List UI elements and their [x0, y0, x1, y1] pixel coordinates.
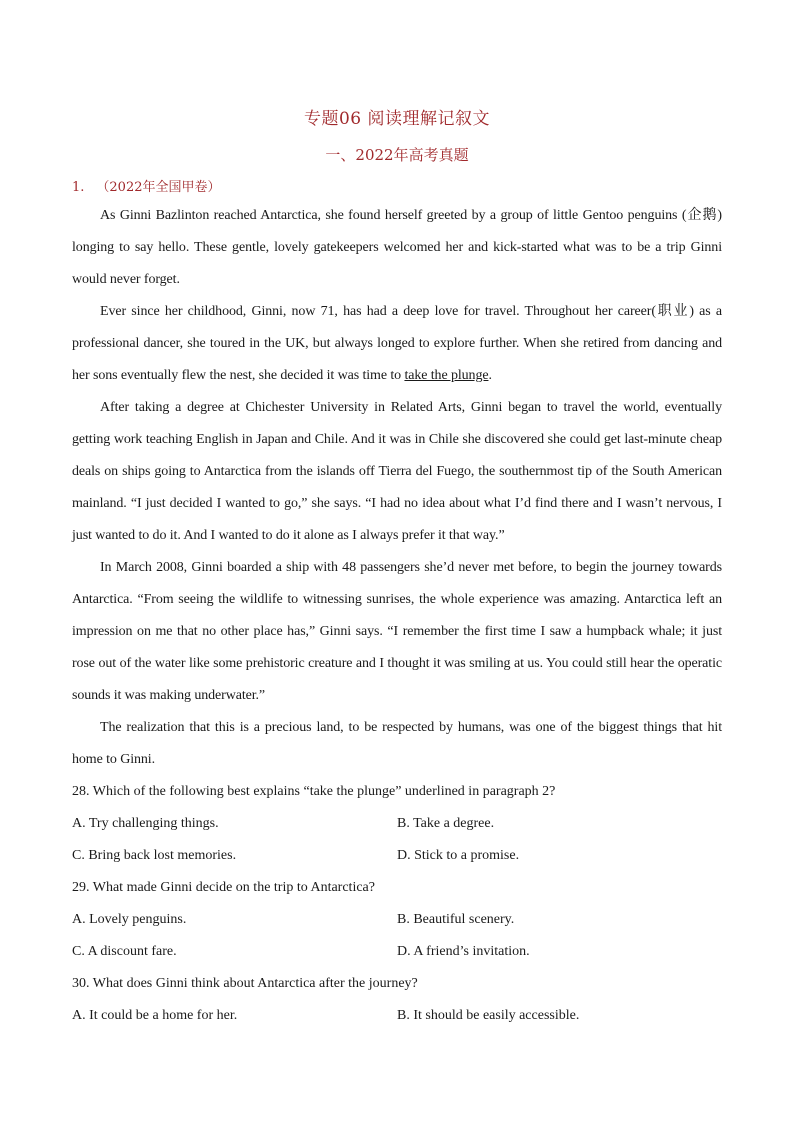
question-29-option-a[interactable]: A. Lovely penguins. [72, 912, 187, 927]
question-30-option-b[interactable]: B. It should be easily accessible. [397, 1008, 580, 1023]
passage-paragraph-2-text: Ever since her childhood, Ginni, now 71, has had a deep love for travel. Throughout her career(职业) as a professional dancer, she toured in the UK, but always longed to explore further. When she retired from dancing and her sons eventually flew the nest, she decided it was time to [72, 304, 722, 383]
question-29-option-d[interactable]: D. A friend’s invitation. [397, 944, 530, 959]
question-28-stem: 28. Which of the following best explains “take the plunge” underlined in paragraph 2? [72, 784, 556, 799]
question-30-options-row-1 [72, 1000, 722, 1032]
question-28-option-b[interactable]: B. Take a degree. [397, 816, 495, 831]
passage-paragraph-1: As Ginni Bazlinton reached Antarctica, she found herself greeted by a group of little Gentoo penguins (企鹅) longing to say hello. These gentle, lovely gatekeepers welcomed her and kick-started what was to be a trip Ginni would never forget. [72, 208, 722, 287]
question-group-source: （2022年全国甲卷） [96, 180, 221, 195]
question-30-option-a[interactable]: A. It could be a home for her. [72, 1008, 238, 1023]
question-28-option-a[interactable]: A. Try challenging things. [72, 816, 219, 831]
question-29-options-row-1 [72, 904, 722, 936]
passage-paragraph-4: In March 2008, Ginni boarded a ship with 48 passengers she’d never met before, to begin the journey towards Antarctica. “From seeing the wildlife to witnessing sunrises, the whole experience was amazing. Antarctica left an impression on me that no other place has,” Ginni says. “I remember the first time I saw a humpback whale; it just rose out of the water like some prehistoric creature and I thought it was smiling at us. You could still hear the operatic sounds it was making underwater.” [72, 560, 722, 703]
question-28-options-row-2 [72, 840, 722, 872]
question-30-stem: 30. What does Ginni think about Antarctica after the journey? [72, 976, 418, 991]
question-29-options-row-2 [72, 936, 722, 968]
question-28-options-row-1 [72, 808, 722, 840]
page-title: 专题06 阅读理解记叙文 [303, 109, 491, 129]
question-group-header [72, 176, 221, 195]
question-group-number: 1. [72, 180, 85, 195]
question-28-option-c[interactable]: C. Bring back lost memories. [72, 848, 237, 863]
question-29-option-c[interactable]: C. A discount fare. [72, 944, 177, 959]
reading-passage [72, 200, 722, 776]
passage-paragraph-3: After taking a degree at Chichester University in Related Arts, Ginni began to travel the world, eventually getting work teaching English in Japan and Chile. And it was in Chile she discovered she could get last-minute cheap deals on ships going to Antarctica from the islands off Tierra del Fuego, the southernmost tip of the South American mainland. “I just decided I wanted to go,” she says. “I had no idea about what I’d find there and I wasn’t nervous, I just wanted to do it. And I wanted to do it alone as I always prefer it that way.” [72, 400, 722, 543]
passage-paragraph-2-end: . [488, 368, 492, 383]
question-28-option-d[interactable]: D. Stick to a promise. [397, 848, 520, 863]
passage-paragraph-5: The realization that this is a precious land, to be respected by humans, was one of the biggest things that hit home to Ginni. [72, 720, 722, 767]
question-29-stem: 29. What made Ginni decide on the trip to Antarctica? [72, 880, 375, 895]
question-29-option-b[interactable]: B. Beautiful scenery. [397, 912, 515, 927]
passage-paragraph-2 [72, 296, 722, 392]
question-list [72, 776, 722, 1032]
underlined-phrase: take the plunge [404, 368, 489, 383]
section-subtitle: 一、2022年高考真题 [325, 146, 469, 164]
